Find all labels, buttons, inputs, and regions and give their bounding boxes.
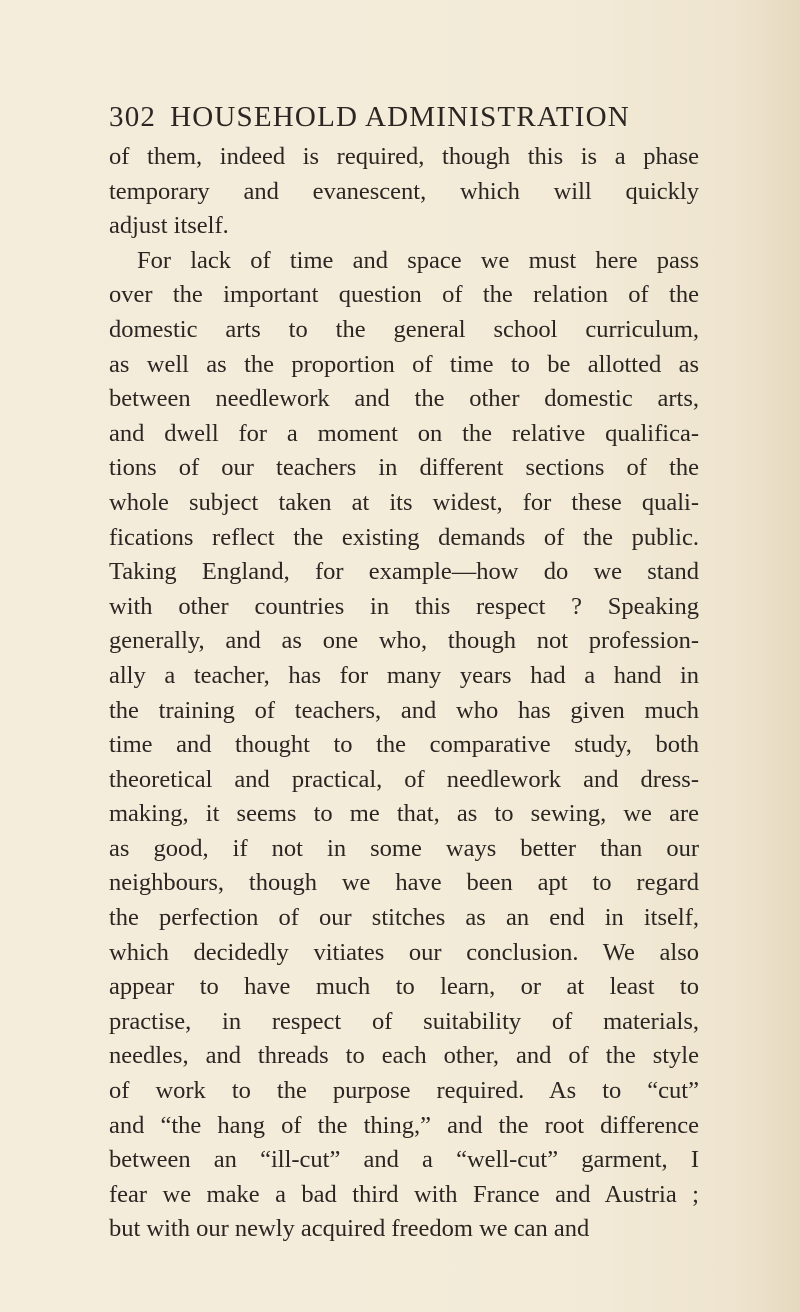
text-line: adjust itself. xyxy=(109,212,229,240)
running-header xyxy=(109,100,630,134)
body-text xyxy=(109,140,699,1247)
running-title: HOUSEHOLD ADMINISTRATION xyxy=(170,101,630,133)
text-line: as good, if not in some ways better than our xyxy=(109,834,699,862)
text-line: For lack of time and space we must here pass xyxy=(137,246,699,274)
text-line: making, it seems to me that, as to sewing, we are xyxy=(109,800,699,828)
page-number: 302 xyxy=(109,101,157,133)
text-line: domestic arts to the general school curriculum, xyxy=(109,315,699,343)
text-line: fear we make a bad third with France and Austria ; xyxy=(109,1180,699,1208)
text-line: over the important question of the relation of the xyxy=(109,281,699,309)
text-line: ally a teacher, has for many years had a hand in xyxy=(109,661,699,689)
text-line: tions of our teachers in different sections of the xyxy=(109,454,699,482)
text-line: the perfection of our stitches as an end in itself, xyxy=(109,904,699,932)
text-line: fications reflect the existing demands of the public. xyxy=(109,523,699,551)
text-line: between an “ill-cut” and a “well-cut” garment, I xyxy=(109,1146,699,1174)
text-line: between needlework and the other domestic arts, xyxy=(109,385,699,413)
text-line: neighbours, though we have been apt to regard xyxy=(109,869,699,897)
text-line: the training of teachers, and who has given much xyxy=(109,696,699,724)
text-line: and “the hang of the thing,” and the root difference xyxy=(109,1111,699,1139)
text-line: theoretical and practical, of needlework and dress- xyxy=(109,765,699,793)
text-line: practise, in respect of suitability of materials, xyxy=(109,1007,699,1035)
text-line: but with our newly acquired freedom we can and xyxy=(109,1215,590,1243)
text-line: temporary and evanescent, which will quickly xyxy=(109,177,699,205)
text-line: which decidedly vitiates our conclusion. We also xyxy=(109,938,699,966)
text-line: with other countries in this respect ? Speaking xyxy=(109,592,699,620)
text-line: time and thought to the comparative study, both xyxy=(109,731,699,759)
text-line: whole subject taken at its widest, for these quali- xyxy=(109,488,699,516)
text-line: and dwell for a moment on the relative qualifica- xyxy=(109,419,699,447)
text-line: of work to the purpose required. As to “cut” xyxy=(109,1077,699,1105)
text-line: needles, and threads to each other, and of the style xyxy=(109,1042,699,1070)
text-line: as well as the proportion of time to be allotted as xyxy=(109,350,699,378)
text-line: Taking England, for example—how do we stand xyxy=(109,558,699,586)
text-line: appear to have much to learn, or at least to xyxy=(109,973,699,1001)
text-line: of them, indeed is required, though this is a phase xyxy=(109,143,699,170)
text-line: generally, and as one who, though not profession- xyxy=(109,627,699,655)
